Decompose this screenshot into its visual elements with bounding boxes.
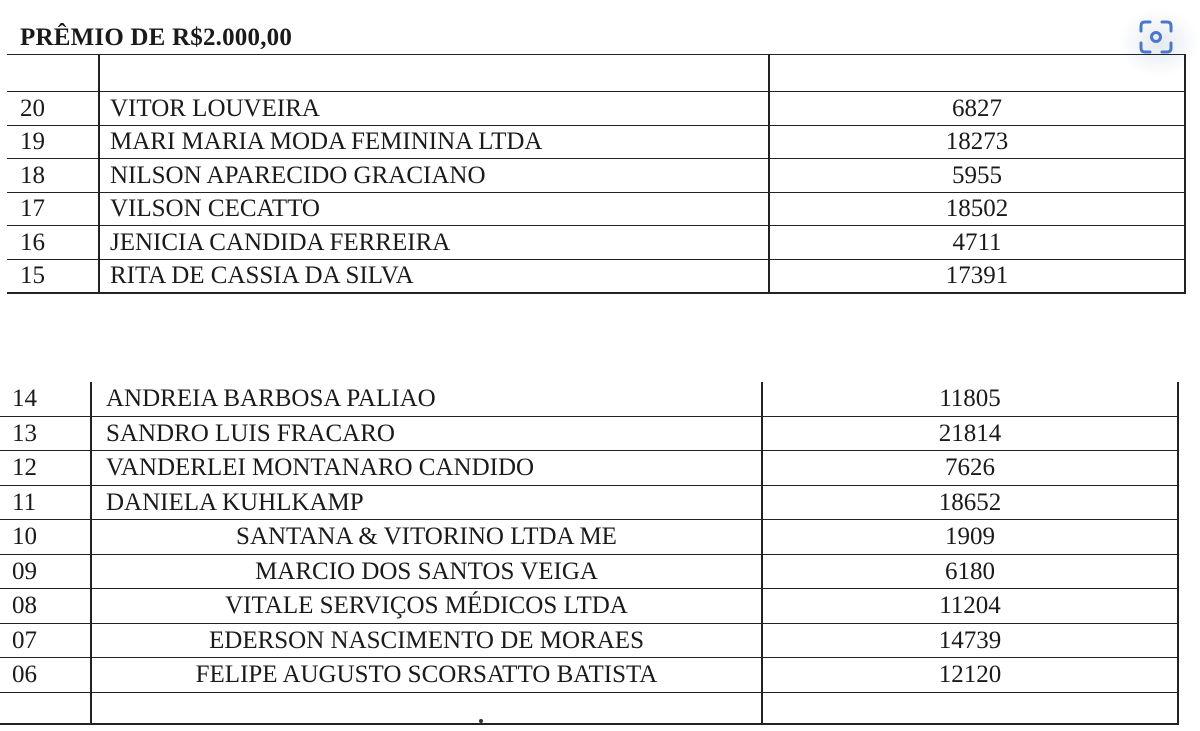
row-number: 16 bbox=[7, 226, 99, 260]
row-number: 19 bbox=[7, 125, 99, 159]
ticket-number: 14739 bbox=[762, 623, 1178, 658]
row-number: 09 bbox=[0, 554, 91, 589]
winner-name: MARCIO DOS SANTOS VEIGA bbox=[91, 554, 762, 589]
winner-name: SANDRO LUIS FRACARO bbox=[91, 416, 762, 451]
winner-name: DANIELA KUHLKAMP bbox=[91, 485, 762, 520]
ticket-number: 6180 bbox=[762, 554, 1178, 589]
ticket-number: 18502 bbox=[769, 192, 1185, 226]
table-row bbox=[0, 416, 1178, 451]
winner-name: VITOR LOUVEIRA bbox=[99, 92, 769, 126]
row-number: 20 bbox=[7, 92, 99, 126]
table-row bbox=[7, 192, 1185, 226]
winner-name: SANTANA & VITORINO LTDA ME bbox=[91, 520, 762, 555]
row-number: 17 bbox=[7, 192, 99, 226]
ticket-number: 18652 bbox=[762, 485, 1178, 520]
table-row bbox=[0, 451, 1178, 486]
row-number: 10 bbox=[0, 520, 91, 555]
winner-name: ANDREIA BARBOSA PALIAO bbox=[91, 382, 762, 416]
empty-cell bbox=[99, 55, 769, 92]
ticket-number: 5955 bbox=[769, 159, 1185, 193]
row-number: 06 bbox=[0, 658, 91, 693]
winner-name: VITALE SERVIÇOS MÉDICOS LTDA bbox=[91, 589, 762, 624]
row-number: 15 bbox=[7, 259, 99, 293]
winner-name: VANDERLEI MONTANARO CANDIDO bbox=[91, 451, 762, 486]
winner-name: JENICIA CANDIDA FERREIRA bbox=[99, 226, 769, 260]
winner-name: EDERSON NASCIMENTO DE MORAES bbox=[91, 623, 762, 658]
ticket-number: 7626 bbox=[762, 451, 1178, 486]
empty-cell bbox=[0, 692, 91, 724]
row-number: 11 bbox=[0, 485, 91, 520]
row-number: 12 bbox=[0, 451, 91, 486]
prize-table-2 bbox=[0, 382, 1179, 725]
empty-cell bbox=[762, 692, 1178, 724]
row-number: 08 bbox=[0, 589, 91, 624]
ticket-number: 6827 bbox=[769, 92, 1185, 126]
winner-name: RITA DE CASSIA DA SILVA bbox=[99, 259, 769, 293]
stray-mark bbox=[479, 719, 483, 723]
winner-name: MARI MARIA MODA FEMININA LTDA bbox=[99, 125, 769, 159]
table-row bbox=[0, 589, 1178, 624]
prize-table-1 bbox=[7, 54, 1186, 294]
ticket-number: 11204 bbox=[762, 589, 1178, 624]
row-number: 14 bbox=[0, 382, 91, 416]
table-row bbox=[0, 485, 1178, 520]
table-row bbox=[7, 125, 1185, 159]
ticket-number: 1909 bbox=[762, 520, 1178, 555]
table-row bbox=[7, 226, 1185, 260]
empty-cell bbox=[769, 55, 1185, 92]
ticket-number: 12120 bbox=[762, 658, 1178, 693]
empty-cell bbox=[91, 692, 762, 724]
winner-name: VILSON CECATTO bbox=[99, 192, 769, 226]
row-number: 18 bbox=[7, 159, 99, 193]
table-row bbox=[0, 554, 1178, 589]
table-row bbox=[7, 259, 1185, 293]
page-title: PRÊMIO DE R$2.000,00 bbox=[20, 24, 293, 51]
ticket-number: 4711 bbox=[769, 226, 1185, 260]
table-row bbox=[0, 658, 1178, 693]
table-row-empty bbox=[0, 692, 1178, 724]
ticket-number: 17391 bbox=[769, 259, 1185, 293]
ticket-number: 11805 bbox=[762, 382, 1178, 416]
table-row bbox=[0, 623, 1178, 658]
winner-name: FELIPE AUGUSTO SCORSATTO BATISTA bbox=[91, 658, 762, 693]
row-number: 07 bbox=[0, 623, 91, 658]
table-row bbox=[7, 159, 1185, 193]
table-row bbox=[0, 382, 1178, 416]
winner-name: NILSON APARECIDO GRACIANO bbox=[99, 159, 769, 193]
table-row bbox=[0, 520, 1178, 555]
table-row bbox=[7, 92, 1185, 126]
table-header-row bbox=[7, 55, 1185, 92]
ticket-number: 18273 bbox=[769, 125, 1185, 159]
empty-cell bbox=[7, 55, 99, 92]
row-number: 13 bbox=[0, 416, 91, 451]
ticket-number: 21814 bbox=[762, 416, 1178, 451]
